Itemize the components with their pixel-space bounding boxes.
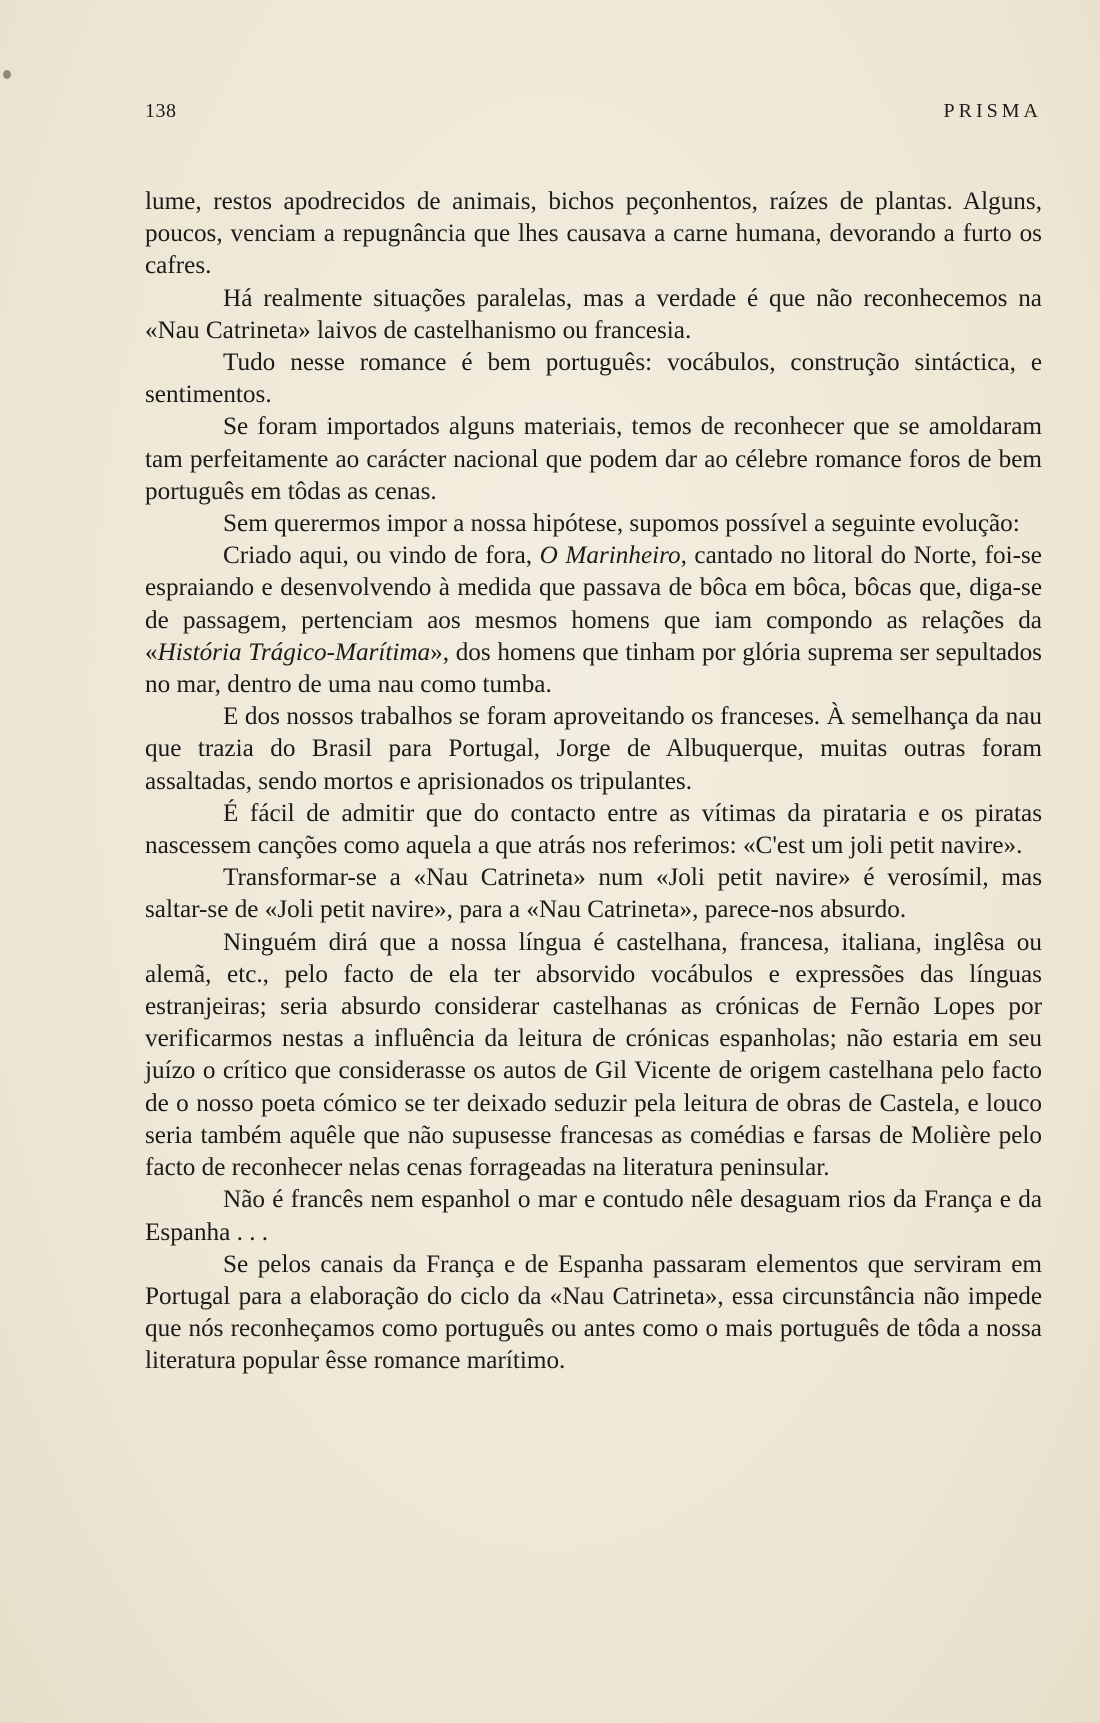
- paragraph-10: Ninguém dirá que a nossa língua é castelhana, francesa, italiana, inglêsa ou alemã, etc., pelo facto de ela ter absorvido vocábulos e expressões das línguas estranjeiras; seria absurdo considerar castelhanas as crónicas de Fernão Lopes por verificarmos nestas a influência da leitura de crónicas espanholas; não estaria em seu juízo o crítico que considerasse os autos de Gil Vicente de origem castelhana pelo facto de o nosso poeta cómico se ter deixado seduzir pela leitura de obras de Castela, e louco seria também aquêle que não supusesse francesas as comédias e farsas de Molière pelo facto de reconhecer nelas cenas forrageadas na literatura peninsular.: [145, 928, 1042, 1182]
- paragraph-9: Transformar-se a «Nau Catrineta» num «Joli petit navire» é verosímil, mas saltar-se de «Joli petit navire», para a «Nau Catrineta», parece-nos absurdo.: [145, 864, 1042, 924]
- paragraph-3: Tudo nesse romance é bem português: vocábulos, construção sintáctica, e sentimentos.: [145, 349, 1042, 409]
- paragraph-5: Sem querermos impor a nossa hipótese, supomos possível a seguinte evolução:: [223, 510, 1020, 538]
- paragraph-7: E dos nossos trabalhos se foram aproveitando os franceses. À semelhança da nau que trazia do Brasil para Portugal, Jorge de Albuquerque, muitas outras foram assaltadas, sendo mortos e aprisionados os tripulantes.: [145, 703, 1042, 795]
- paragraph-6: [145, 540, 1042, 701]
- page-number: 138: [145, 100, 177, 122]
- title-o-marinheiro: O Marinheiro,: [539, 542, 687, 570]
- paragraph-12: Se pelos canais da França e de Espanha passaram elementos que serviram em Portugal para a elaboração do ciclo da «Nau Catrineta», essa circunstância não impede que nós reconheçamos como português ou antes como o mais português de tôda a nossa literatura popular êsse romance marítimo.: [145, 1250, 1042, 1375]
- paragraph-4: Se foram importados alguns materiais, temos de reconhecer que se amoldaram tam perfeitamente ao carácter nacional que podem dar ao célebre romance foros de bem português em tôdas as cenas.: [145, 413, 1042, 505]
- title-historia-tragico-maritima: História Trágico-Marítima: [157, 638, 431, 666]
- paragraph-6-part-e: », dos homens que tinham por glória suprema ser sepultados no mar, dentro de uma nau como tumba.: [145, 638, 1042, 699]
- paragraph-6-part-c: cantado no litoral do Norte, foi-se espraiando e desenvolvendo à medida que passava de bôca em bôca, bôcas que, diga-se de passagem, pertenciam aos mesmos homens que iam compondo as relações da «: [145, 542, 1042, 666]
- paragraph-2: Há realmente situações paralelas, mas a verdade é que não reconhecemos na «Nau Catrineta» laivos de castelhanismo ou francesia.: [145, 284, 1042, 344]
- paragraph-6-part-a: Criado aqui, ou vindo de fora,: [223, 542, 540, 570]
- ink-blot: [3, 70, 11, 79]
- paragraph-11: Não é francês nem espanhol o mar e contudo nêle desaguam rios da França e da Espanha . . .: [145, 1186, 1042, 1246]
- page-header: [145, 100, 1042, 130]
- paragraph-8: É fácil de admitir que do contacto entre as vítimas da pirataria e os piratas nascessem canções como aquela a que atrás nos referimos: «C'est um joli petit navire».: [145, 799, 1042, 860]
- running-head: PRISMA: [943, 100, 1042, 122]
- body-text: [145, 186, 1042, 1378]
- paragraph-1: lume, restos apodrecidos de animais, bichos peçonhentos, raízes de plantas. Alguns, poucos, venciam a repugnância que lhes causava a carne humana, devorando a furto os cafres.: [145, 188, 1042, 280]
